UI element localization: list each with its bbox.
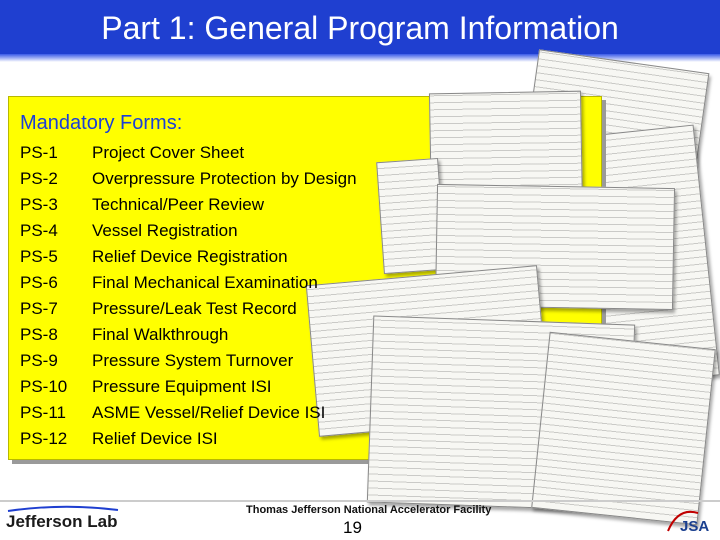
form-name: Vessel Registration: [92, 221, 238, 240]
slide-title: Part 1: General Program Information: [101, 10, 619, 46]
form-name: Final Walkthrough: [92, 325, 229, 344]
form-name: Overpressure Protection by Design: [92, 169, 357, 188]
form-code: PS-9: [20, 351, 58, 370]
page-number: 19: [343, 518, 362, 537]
form-code: PS-5: [20, 247, 58, 266]
form-code: PS-6: [20, 273, 58, 292]
form-code: PS-12: [20, 429, 68, 448]
form-code: PS-8: [20, 325, 58, 344]
form-name: Technical/Peer Review: [92, 195, 264, 214]
mandatory-forms-heading: Mandatory Forms:: [20, 112, 183, 134]
form-name: Pressure/Leak Test Record: [92, 299, 297, 318]
form-name: Pressure System Turnover: [92, 351, 294, 370]
svg-text:JSA: JSA: [680, 518, 710, 535]
lab-name: Thomas Jefferson National Accelerator Facility: [246, 504, 492, 516]
form-name: ASME Vessel/Relief Device ISI: [92, 403, 326, 422]
form-code: PS-3: [20, 195, 58, 214]
form-code: PS-7: [20, 299, 58, 318]
form-name: Pressure Equipment ISI: [92, 377, 272, 396]
form-name: Relief Device Registration: [92, 247, 288, 266]
form-code: PS-11: [20, 403, 66, 422]
form-code: PS-10: [20, 377, 68, 396]
form-name: Relief Device ISI: [92, 429, 218, 448]
form-code: PS-1: [20, 143, 58, 162]
form-code: PS-2: [20, 169, 58, 188]
footer-divider: [0, 500, 720, 502]
form-code: PS-4: [20, 221, 58, 240]
form-name: Project Cover Sheet: [92, 143, 245, 162]
jefferson-lab-logo: Jefferson Lab: [6, 512, 118, 531]
form-thumbnail: [531, 332, 716, 525]
title-bar: [0, 0, 720, 62]
jsa-logo-icon: [664, 505, 716, 537]
form-name: Final Mechanical Examination: [92, 273, 318, 292]
